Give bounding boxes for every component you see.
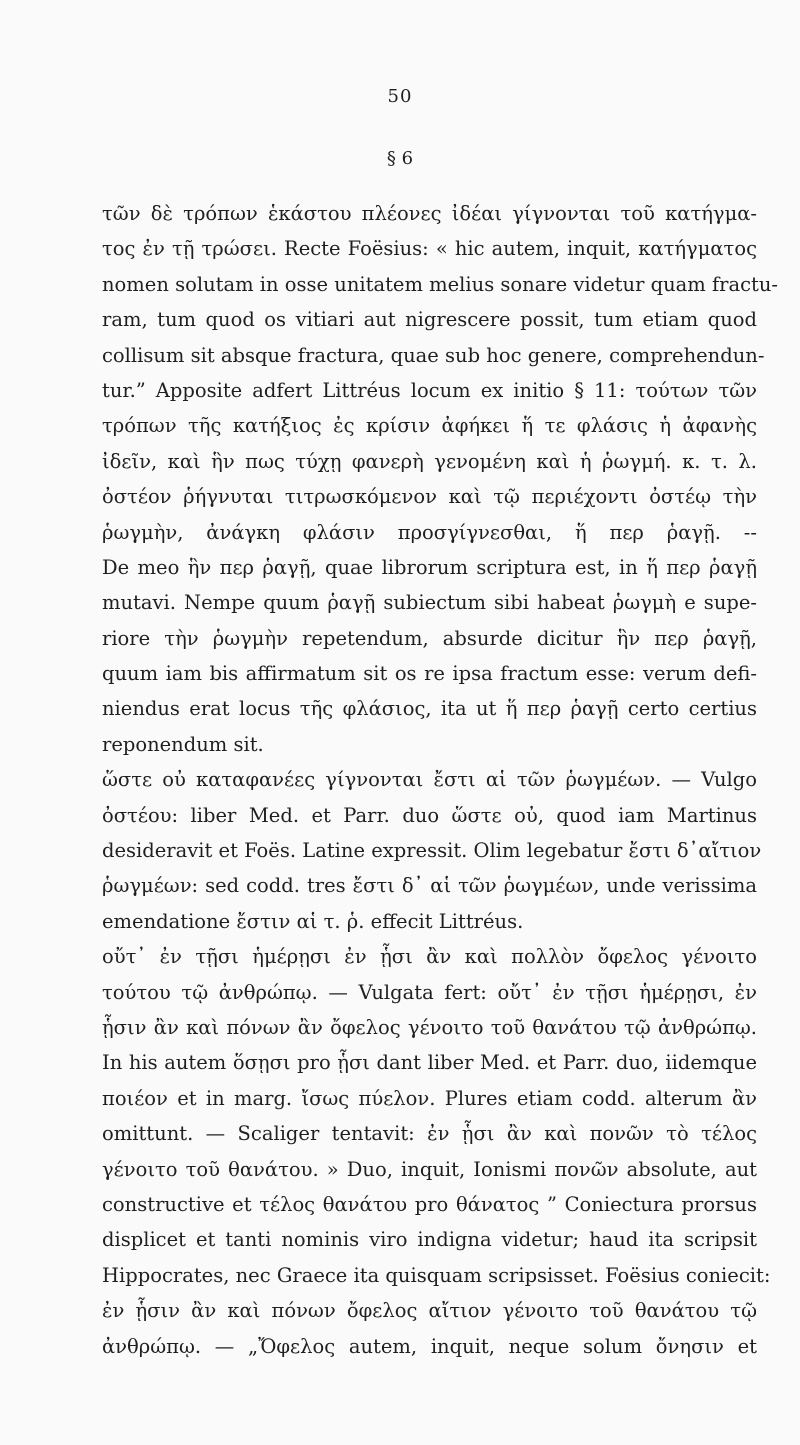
text-line: ὥστε οὐ καταφανέες γίγνονται ἔστι αἱ τῶν ῥωγμέων. — Vulgo xyxy=(102,768,757,792)
text-line: In his autem ὅσῃσι pro ᾗσι dant liber Med. et Parr. duo, iidemque xyxy=(102,1051,757,1075)
text-line: nomen solutam in osse unitatem melius sonare videtur quam fractu- xyxy=(102,272,779,296)
text-line: niendus erat locus τῆς φλάσιος, ita ut ἥ περ ῥαγῇ certo certius xyxy=(102,697,757,721)
text-line: τῶν δὲ τρόπων ἑκάστου πλέονες ἰδέαι γίγνονται τοῦ κατήγμα- xyxy=(102,202,757,225)
text-line: riore τὴν ῥωγμὴν repetendum, absurde dicitur ἣν περ ῥαγῇ, xyxy=(102,626,757,650)
text-line: displicet et tanti nominis viro indigna videtur; haud ita scripsit xyxy=(102,1228,757,1252)
text-line: οὔτ᾽ ἐν τῇσι ἡμέρῃσι ἐν ᾗσι ἂν καὶ πολλὸν ὄφελος γένοιτο xyxy=(102,945,757,969)
text-line: ὀστέου: liber Med. et Parr. duo ὥστε οὐ, quod iam Martinus xyxy=(102,803,757,827)
text-line: mutavi. Nempe quum ῥαγῇ subiectum sibi habeat ῥωγμὴ e supe- xyxy=(102,591,757,615)
text-line: constructive et τέλος θανάτου pro θάνατος ” Coniectura prorsus xyxy=(102,1192,757,1216)
text-line: collisum sit absque fractura, quae sub hoc genere, comprehendun- xyxy=(102,343,765,367)
text-line: τρόπων τῆς κατήξιος ἐς κρίσιν ἀφήκει ἥ τε φλάσις ἡ ἀφανὴς xyxy=(102,414,757,438)
commentary-text xyxy=(102,196,779,1364)
text-line: ἀνθρώπῳ. — „Ὄφελος autem, inquit, neque solum ὄνησιν et xyxy=(102,1334,757,1358)
text-line: ἐν ᾗσιν ἂν καὶ πόνων ὄφελος αἴτιον γένοιτο τοῦ θανάτου τῷ xyxy=(102,1299,757,1323)
text-line: desideravit et Foës. Latine expressit. Olim legebatur ἔστι δ᾽αἴτιον xyxy=(102,839,762,863)
text-line: Hippocrates, nec Graece ita quisquam scripsisset. Foësius coniecit: xyxy=(102,1263,771,1287)
text-line: ῥωγμὴν, ἀνάγκη φλάσιν προσγίγνεσθαι, ἥ περ ῥαγῇ. -- xyxy=(102,520,757,544)
text-line: emendatione ἔστιν αἱ τ. ῥ. effecit Littréus. xyxy=(102,909,524,933)
text-line: ῥωγμέων: sed codd. tres ἔστι δ᾽ αἱ τῶν ῥωγμέων, unde verissima xyxy=(102,874,757,898)
text-line: ᾗσιν ἂν καὶ πόνων ἂν ὄφελος γένοιτο τοῦ θανάτου τῷ ἀνθρώπῳ. xyxy=(102,1015,757,1039)
text-line: reponendum sit. xyxy=(102,732,264,756)
text-line: ram, tum quod os vitiari aut nigrescere possit, tum etiam quod xyxy=(102,308,757,332)
section-mark: § 6 xyxy=(386,148,414,169)
text-line: tur.” Apposite adfert Littréus locum ex initio § 11: τούτων τῶν xyxy=(102,378,757,402)
page-number: 50 xyxy=(387,86,413,107)
text-line: γένοιτο τοῦ θανάτου. » Duo, inquit, Ionismi πονῶν absolute, aut xyxy=(102,1157,757,1181)
text-line: ὀστέον ῥήγνυται τιτρωσκόμενον καὶ τῷ περιέχοντι ὀστέῳ τὴν xyxy=(102,485,757,509)
text-line: De meo ἣν περ ῥαγῇ, quae librorum scriptura est, in ἥ περ ῥαγῇ xyxy=(102,555,757,579)
text-line: τος ἐν τῇ τρώσει. Recte Foësius: « hic autem, inquit, κατήγματος xyxy=(102,237,757,261)
text-line: ποιέον et in marg. ἴσως πύελον. Plures etiam codd. alterum ἂν xyxy=(102,1086,757,1110)
text-line: τούτου τῷ ἀνθρώπῳ. — Vulgata fert: οὔτ᾽ ἐν τῇσι ἡμέρῃσι, ἐν xyxy=(102,980,757,1004)
text-line: quum iam bis affirmatum sit os re ipsa fractum esse: verum defi- xyxy=(102,662,757,686)
text-line: ἰδεῖν, καὶ ἣν πως τύχῃ φανερὴ γενομένη καὶ ἡ ῥωγμή. κ. τ. λ. xyxy=(102,449,757,473)
text-line: omittunt. — Scaliger tentavit: ἐν ᾗσι ἂν καὶ πονῶν τὸ τέλος xyxy=(102,1122,757,1146)
